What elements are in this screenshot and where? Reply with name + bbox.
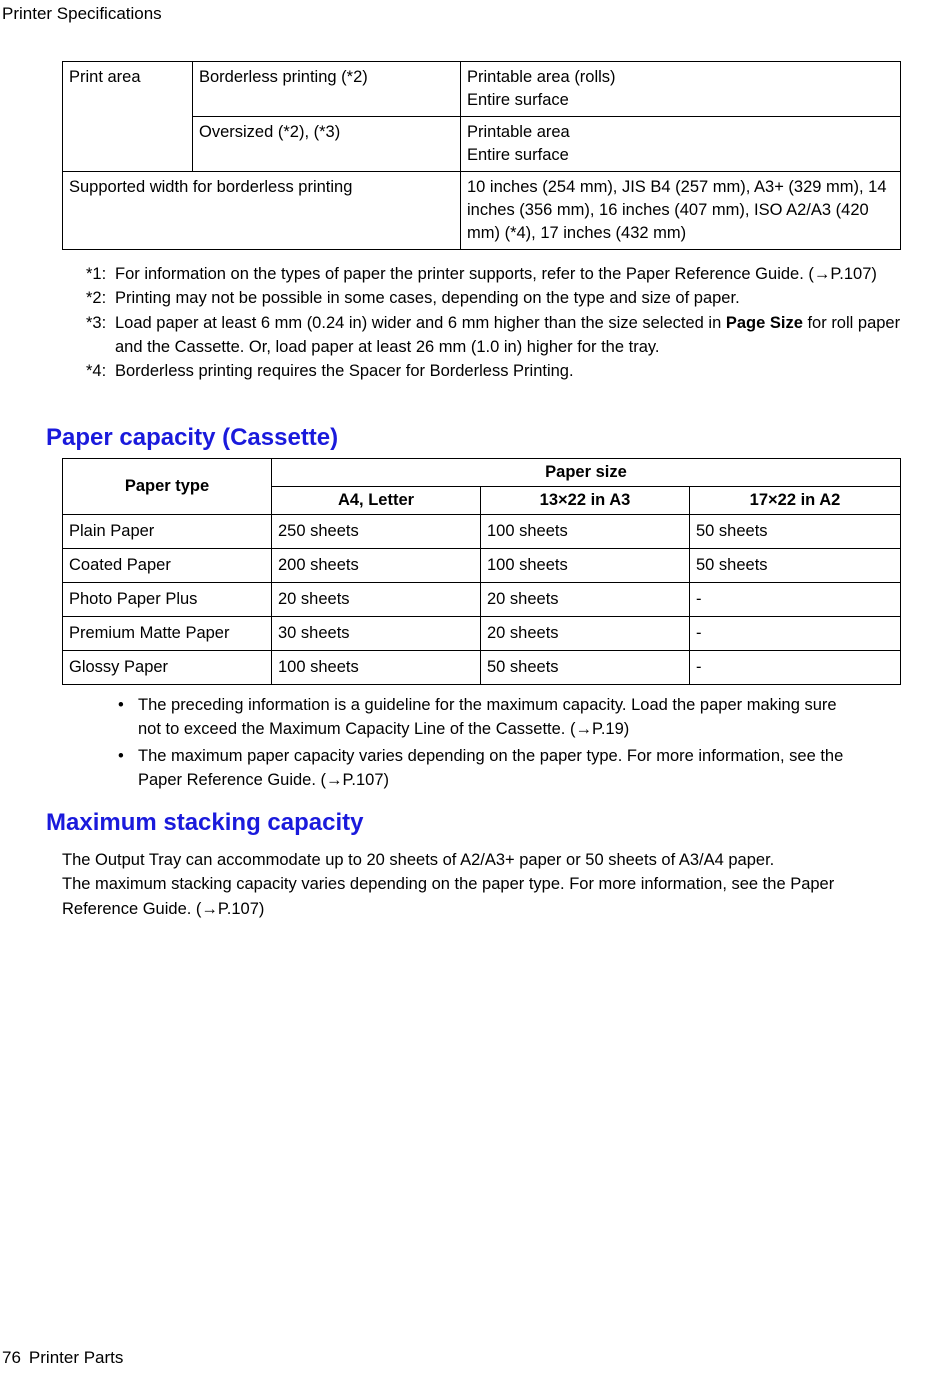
table-row: [63, 549, 901, 583]
borderless-value-line2: Entire surface: [467, 91, 569, 109]
print-area-table: [62, 61, 901, 250]
capacity-cell: 250 sheets: [272, 515, 481, 549]
footnote: [86, 262, 906, 286]
footnote-key: *4:: [86, 362, 107, 381]
column-header-size: A4, Letter: [272, 487, 481, 515]
bullet-icon: •: [118, 746, 124, 765]
capacity-cell: 30 sheets: [272, 617, 481, 651]
oversized-value: [461, 117, 901, 172]
borderless-value-line1: Printable area (rolls): [467, 68, 616, 86]
paper-type-cell: Premium Matte Paper: [63, 617, 272, 651]
oversized-label: Oversized (*2), (*3): [193, 117, 461, 172]
capacity-cell: 100 sheets: [481, 549, 690, 583]
list-item: [118, 693, 858, 742]
capacity-cell: 100 sheets: [272, 651, 481, 685]
capacity-cell: -: [690, 617, 901, 651]
borderless-label: Borderless printing (*2): [193, 62, 461, 117]
paper-type-cell: Plain Paper: [63, 515, 272, 549]
footnote-text: Printing may not be possible in some cases, depending on the type and size of paper.: [115, 289, 740, 308]
table-row: [63, 651, 901, 685]
capacity-cell: -: [690, 651, 901, 685]
capacity-cell: -: [690, 583, 901, 617]
print-area-label: Print area: [63, 62, 193, 172]
oversized-value-line1: Printable area: [467, 123, 570, 141]
cassette-capacity-table: [62, 458, 901, 685]
page-header: Printer Specifications: [2, 4, 162, 23]
footnote-text: Borderless printing requires the Spacer for Borderless Printing.: [115, 362, 574, 381]
footnote: [86, 311, 906, 360]
paper-type-cell: Coated Paper: [63, 549, 272, 583]
footnote-key: *1:: [86, 265, 107, 283]
footer-section: Printer Parts: [28, 1348, 124, 1367]
footnote-text-part: for roll paper and the Cassette. Or, load paper at least 26 mm (1.0 in) higher for the tray.: [115, 313, 901, 356]
page-size-term: Page Size: [725, 313, 803, 332]
paper-type-cell: Photo Paper Plus: [63, 583, 272, 617]
capacity-cell: 50 sheets: [690, 549, 901, 583]
footnote: [86, 359, 906, 383]
table-row: [63, 172, 901, 250]
footnote-text-part: Load paper at least 6 mm (0.24 in) wider and 6 mm higher than the size selected in: [115, 313, 726, 332]
capacity-cell: 50 sheets: [481, 651, 690, 685]
footnote-key: *2:: [86, 289, 107, 308]
column-header-paper-size: Paper size: [272, 459, 901, 487]
footnotes: [86, 262, 906, 383]
bullet-icon: •: [118, 696, 124, 714]
capacity-cell: 100 sheets: [481, 515, 690, 549]
capacity-cell: 200 sheets: [272, 549, 481, 583]
stacking-line: The Output Tray can accommodate up to 20 sheets of A2/A3+ paper or 50 sheets of A3/A4 paper.: [62, 851, 775, 869]
section-heading-stacking: Maximum stacking capacity: [46, 809, 364, 836]
column-header-size: 17×22 in A2: [690, 487, 901, 515]
footnote-text: [115, 311, 906, 360]
footnote-key: *3:: [86, 313, 107, 332]
stacking-paragraph: [62, 848, 912, 921]
capacity-cell: 20 sheets: [481, 583, 690, 617]
list-item-text: The preceding information is a guideline for the maximum capacity. Load the paper making sure not to exceed the Maximum Capacity Line of the Cassette. (→P.19): [138, 696, 837, 739]
borderless-value: [461, 62, 901, 117]
supported-width-value: 10 inches (254 mm), JIS B4 (257 mm), A3+ (329 mm), 14 inches (356 mm), 16 inches (407 mm), ISO A2/A3 (420 mm) (*4), 17 inches (432 mm): [461, 172, 901, 250]
column-header-paper-type: Paper type: [63, 459, 272, 515]
oversized-value-line2: Entire surface: [467, 146, 569, 164]
footnote: [86, 286, 906, 310]
capacity-cell: 20 sheets: [481, 617, 690, 651]
page-footer: [2, 1348, 131, 1368]
capacity-cell: 50 sheets: [690, 515, 901, 549]
supported-width-label: Supported width for borderless printing: [63, 172, 461, 250]
table-row: [63, 617, 901, 651]
page-number: 76: [2, 1348, 21, 1367]
table-row: [63, 62, 901, 117]
capacity-cell: 20 sheets: [272, 583, 481, 617]
paper-type-cell: Glossy Paper: [63, 651, 272, 685]
cassette-notes: [118, 693, 858, 794]
column-header-size: 13×22 in A3: [481, 487, 690, 515]
table-row: [63, 515, 901, 549]
section-heading-cassette: Paper capacity (Cassette): [46, 424, 339, 451]
stacking-line: The maximum stacking capacity varies depending on the paper type. For more information, see the Paper Reference Guide. (→P.107): [62, 875, 835, 918]
list-item: [118, 744, 858, 793]
table-header-row: [63, 459, 901, 487]
footnote-text: For information on the types of paper the printer supports, refer to the Paper Reference Guide. (→P.107): [115, 265, 877, 283]
table-row: [63, 583, 901, 617]
list-item-text: The maximum paper capacity varies depending on the paper type. For more information, see the Paper Reference Guide. (→P.107): [138, 746, 844, 789]
